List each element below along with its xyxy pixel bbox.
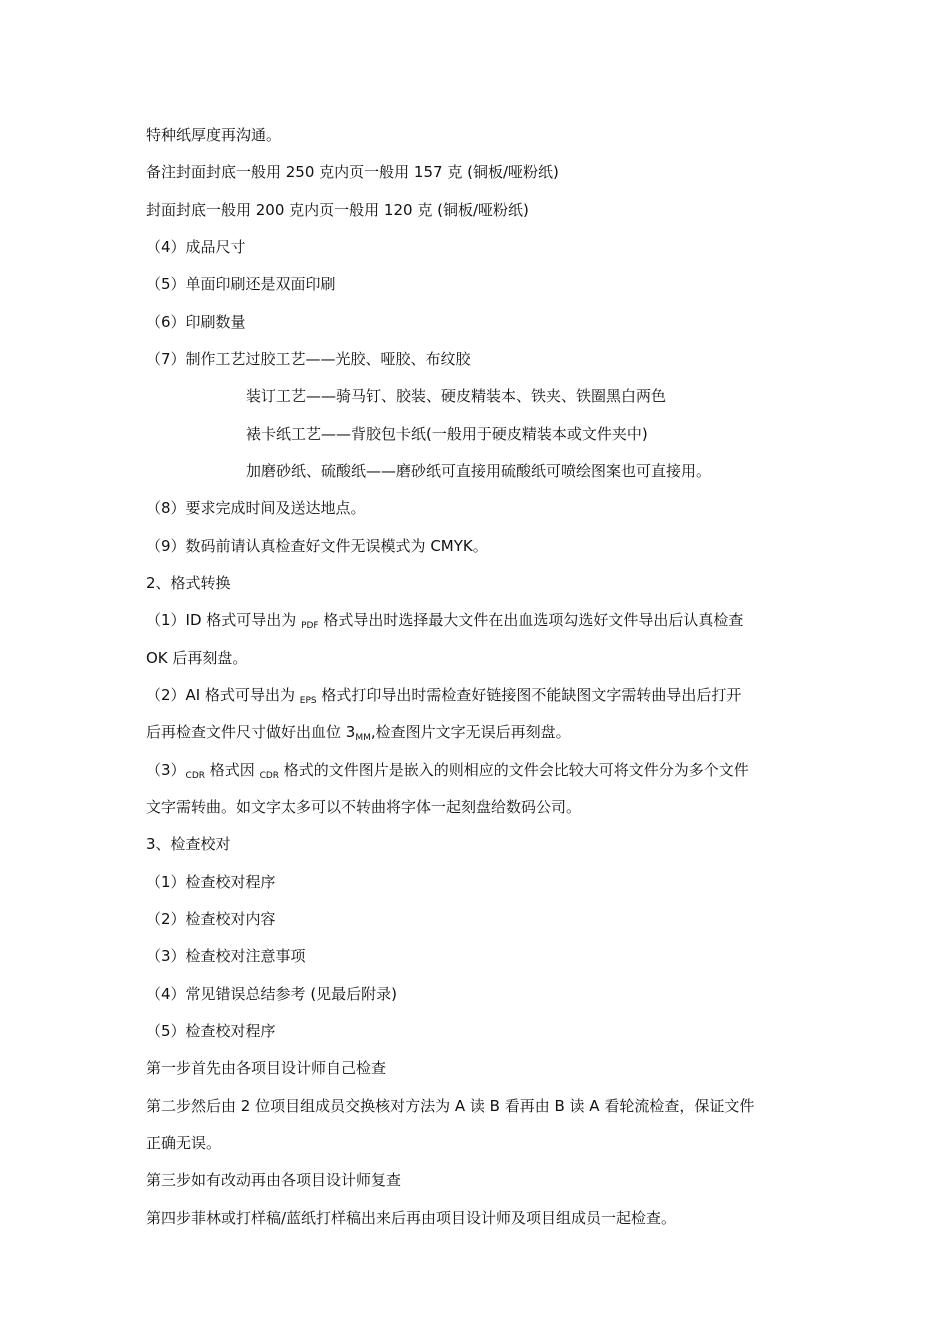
item-7-mounting: 裱卡纸工艺——背胶包卡纸(一般用于硬皮精装本或文件夹中) <box>246 425 648 443</box>
remark-line-1: 备注封面封底一般用 250 克内页一般用 157 克 (铜板/哑粉纸) <box>146 163 559 181</box>
step-3: 第三步如有改动再由各项目设计师复查 <box>146 1171 402 1189</box>
item-8-deadline: （8）要求完成时间及送达地点。 <box>146 499 366 517</box>
check-item-5: （5）检查校对程序 <box>146 1022 276 1040</box>
check-item-2: （2）检查校对内容 <box>146 910 276 928</box>
step-4: 第四步菲林或打样稿/蓝纸打样稿出来后再由项目设计师及项目组成员一起检查。 <box>146 1209 677 1227</box>
check-item-1: （1）检查校对程序 <box>146 873 276 891</box>
check-item-3: （3）检查校对注意事项 <box>146 947 306 965</box>
format-ai-line-1: （2）AI 格式可导出为 $_{EPS}$ 格式打印导出时需检查好链接图不能缺图文字需转曲导出后打开 <box>146 686 742 706</box>
item-9-cmyk: （9）数码前请认真检查好文件无误模式为 CMYK。 <box>146 537 488 555</box>
step-1: 第一步首先由各项目设计师自己检查 <box>146 1059 387 1077</box>
item-6-quantity: （6）印刷数量 <box>146 313 246 331</box>
remark-line-2: 封面封底一般用 200 克内页一般用 120 克 (铜板/哑粉纸) <box>146 201 529 219</box>
item-7-process: （7）制作工艺过胶工艺——光胶、哑胶、布纹胶 <box>146 350 471 368</box>
paper-note: 特种纸厚度再沟通。 <box>146 126 282 144</box>
check-item-4: （4）常见错误总结参考 (见最后附录) <box>146 985 398 1003</box>
section-2-heading: 2、格式转换 <box>146 574 231 592</box>
step-2-line-1: 第二步然后由 2 位项目组成员交换核对方法为 A 读 B 看再由 B 读 A 看轮流检查，保证文件 <box>146 1097 755 1115</box>
item-7-frosted-paper: 加磨砂纸、硫酸纸——磨砂纸可直接用硫酸纸可喷绘图案也可直接用。 <box>246 462 712 480</box>
item-7-binding: 装订工艺——骑马钉、胶装、硬皮精装本、铁夹、铁圈黑白两色 <box>246 387 667 405</box>
item-5-sides: （5）单面印刷还是双面印刷 <box>146 275 336 293</box>
item-4-size: （4）成品尺寸 <box>146 238 246 256</box>
format-id-line-1: （1）ID 格式可导出为 $_{PDF}$ 格式导出时选择最大文件在出血选项勾选好文件导出后认真检查 <box>146 611 744 631</box>
format-cdr-line-1: $(3)_{CDR}$ 格式因 $_{CDR}$ 格式的文件图片是嵌入的则相应的文件会比较大可将文件分为多个文件 <box>146 761 749 781</box>
step-2-line-2: 正确无误。 <box>146 1134 222 1152</box>
format-cdr-line-2: 文字需转曲。如文字太多可以不转曲将字体一起刻盘给数码公司。 <box>146 798 582 816</box>
format-ai-line-2: 后再检查文件尺寸做好出血位 $3_{MM}$,检查图片文字无误后再刻盘。 <box>146 723 571 743</box>
format-id-line-2: OK 后再刻盘。 <box>146 649 248 667</box>
section-3-heading: 3、检查校对 <box>146 835 231 853</box>
